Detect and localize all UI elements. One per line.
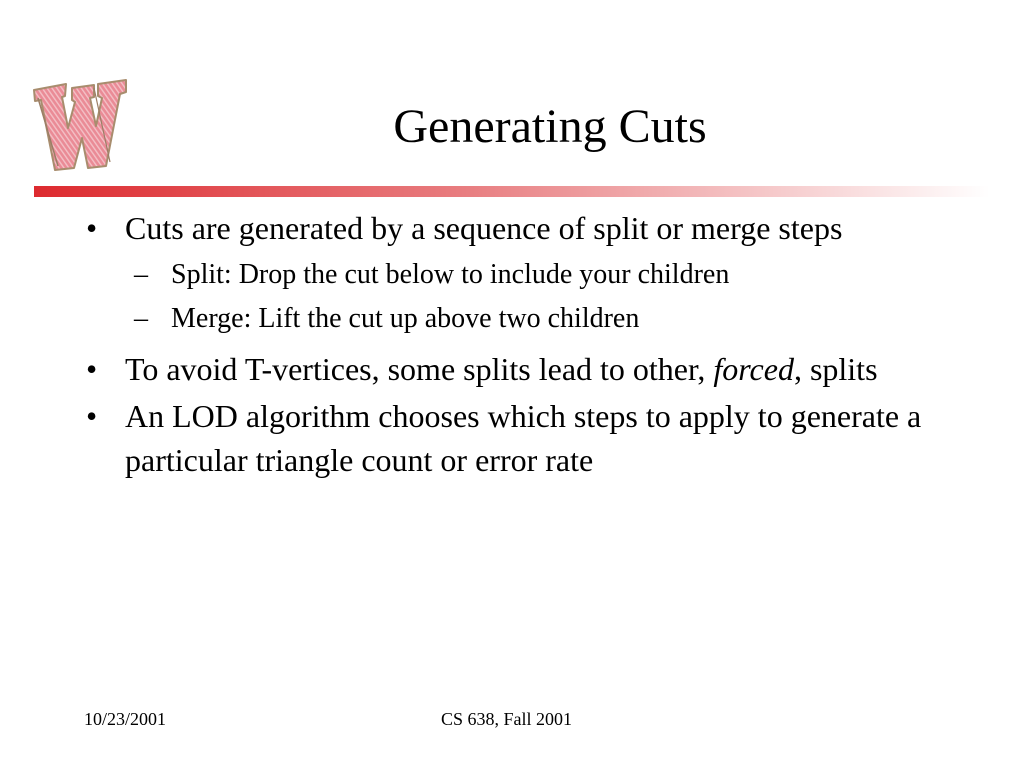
dash-marker: –: [134, 259, 148, 290]
bullet-text-tail: , splits: [793, 351, 878, 387]
sub-bullet-text: Split: Drop the cut below to include your children: [171, 259, 730, 290]
bullet-marker: •: [86, 351, 98, 387]
sub-bullet-item: [0, 297, 961, 341]
footer-date: 10/23/2001: [84, 709, 167, 729]
slide-body: [0, 206, 1024, 485]
slide-title: Generating Cuts: [393, 100, 707, 153]
dash-marker: –: [134, 303, 148, 334]
bullet-item: [0, 347, 955, 391]
sub-bullet-text: Merge: Lift the cut up above two children: [171, 303, 640, 334]
emphasized-term: forced: [713, 351, 794, 387]
bullet-item: [0, 206, 955, 250]
bullet-text: An LOD algorithm chooses which steps to apply to generate a particular triangle count or error rate: [125, 398, 922, 478]
title-divider-rule: [34, 186, 990, 197]
sub-bullet-item: [0, 253, 961, 297]
bullet-text: To avoid T-vertices, some splits lead to other,: [125, 351, 714, 387]
bullet-marker: •: [86, 398, 98, 434]
bullet-marker: •: [86, 210, 98, 246]
bullet-item: [0, 394, 955, 482]
bullet-text: Cuts are generated by a sequence of split or merge steps: [125, 210, 843, 246]
footer-course: CS 638, Fall 2001: [441, 709, 573, 729]
